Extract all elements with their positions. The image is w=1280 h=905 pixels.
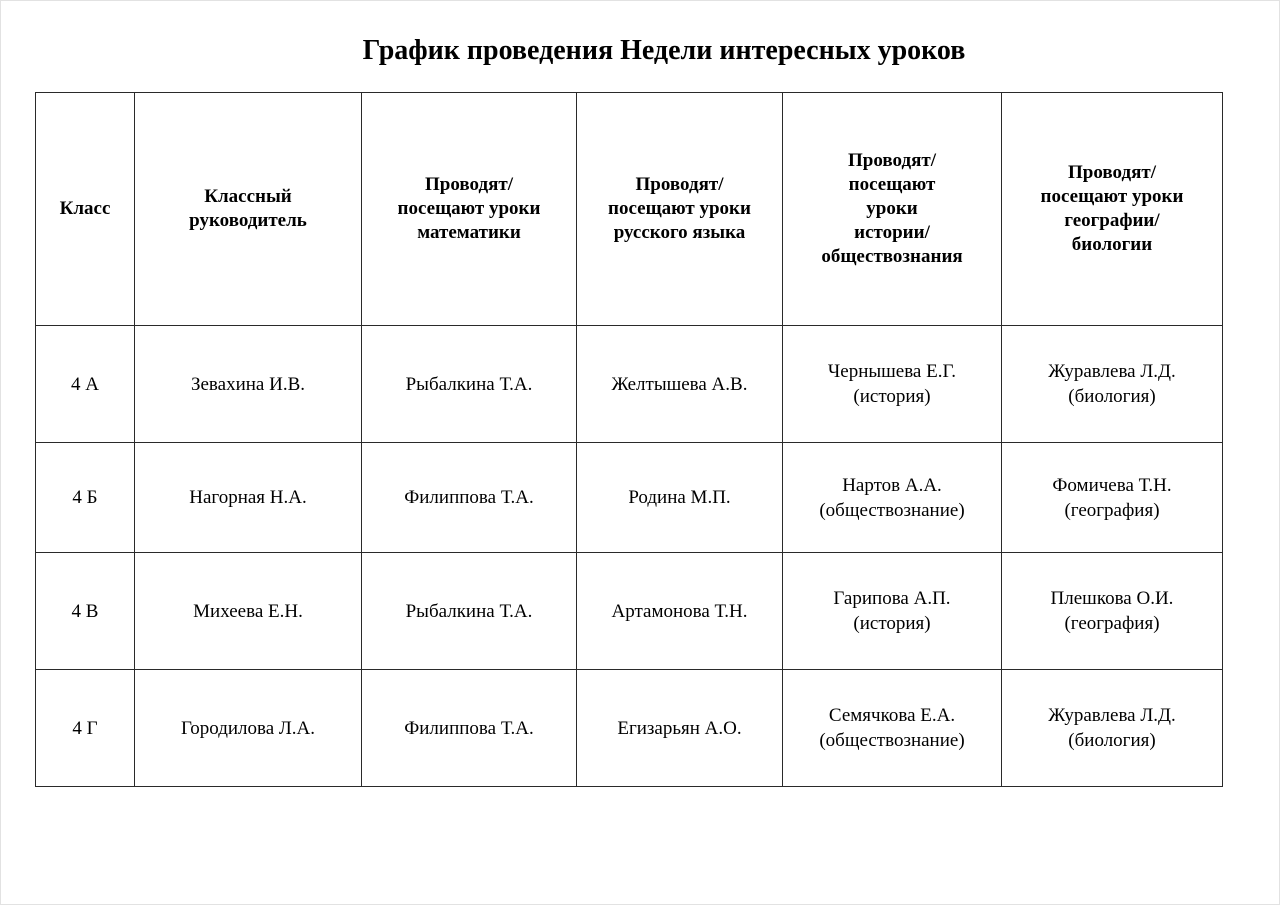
header-class: Класс bbox=[36, 93, 135, 326]
cell-russian: Егизарьян А.О. bbox=[577, 670, 783, 787]
cell-math: Рыбалкина Т.А. bbox=[362, 553, 577, 670]
header-history-social: Проводят/ посещают уроки истории/ обществознания bbox=[783, 93, 1002, 326]
cell-class-teacher: Зевахина И.В. bbox=[135, 326, 362, 443]
cell-class: 4 Г bbox=[36, 670, 135, 787]
header-class-teacher: Классный руководитель bbox=[135, 93, 362, 326]
page-title: График проведения Недели интересных уроков bbox=[362, 35, 966, 66]
cell-russian: Родина М.П. bbox=[577, 443, 783, 553]
cell-math: Филиппова Т.А. bbox=[362, 443, 577, 553]
table-row bbox=[36, 553, 1223, 670]
schedule-table bbox=[35, 92, 1223, 787]
cell-class: 4 Б bbox=[36, 443, 135, 553]
cell-class-teacher: Городилова Л.А. bbox=[135, 670, 362, 787]
cell-history-social: Гарипова А.П. (история) bbox=[783, 553, 1002, 670]
cell-history-social: Чернышева Е.Г. (история) bbox=[783, 326, 1002, 443]
header-geography-biology: Проводят/ посещают уроки географии/ биологии bbox=[1002, 93, 1223, 326]
table-row bbox=[36, 326, 1223, 443]
cell-history-social: Нартов А.А. (обществознание) bbox=[783, 443, 1002, 553]
cell-history-social: Семячкова Е.А. (обществознание) bbox=[783, 670, 1002, 787]
table-row bbox=[36, 443, 1223, 553]
cell-geography-biology: Плешкова О.И. (география) bbox=[1002, 553, 1223, 670]
cell-math: Рыбалкина Т.А. bbox=[362, 326, 577, 443]
cell-class: 4 В bbox=[36, 553, 135, 670]
cell-geography-biology: Фомичева Т.Н. (география) bbox=[1002, 443, 1223, 553]
header-math: Проводят/ посещают уроки математики bbox=[362, 93, 577, 326]
cell-geography-biology: Журавлева Л.Д. (биология) bbox=[1002, 670, 1223, 787]
table-header-row bbox=[36, 93, 1223, 326]
cell-math: Филиппова Т.А. bbox=[362, 670, 577, 787]
cell-geography-biology: Журавлева Л.Д. (биология) bbox=[1002, 326, 1223, 443]
cell-russian: Артамонова Т.Н. bbox=[577, 553, 783, 670]
header-russian: Проводят/ посещают уроки русского языка bbox=[577, 93, 783, 326]
cell-class-teacher: Нагорная Н.А. bbox=[135, 443, 362, 553]
cell-class: 4 А bbox=[36, 326, 135, 443]
cell-class-teacher: Михеева Е.Н. bbox=[135, 553, 362, 670]
table-row bbox=[36, 670, 1223, 787]
cell-russian: Желтышева А.В. bbox=[577, 326, 783, 443]
